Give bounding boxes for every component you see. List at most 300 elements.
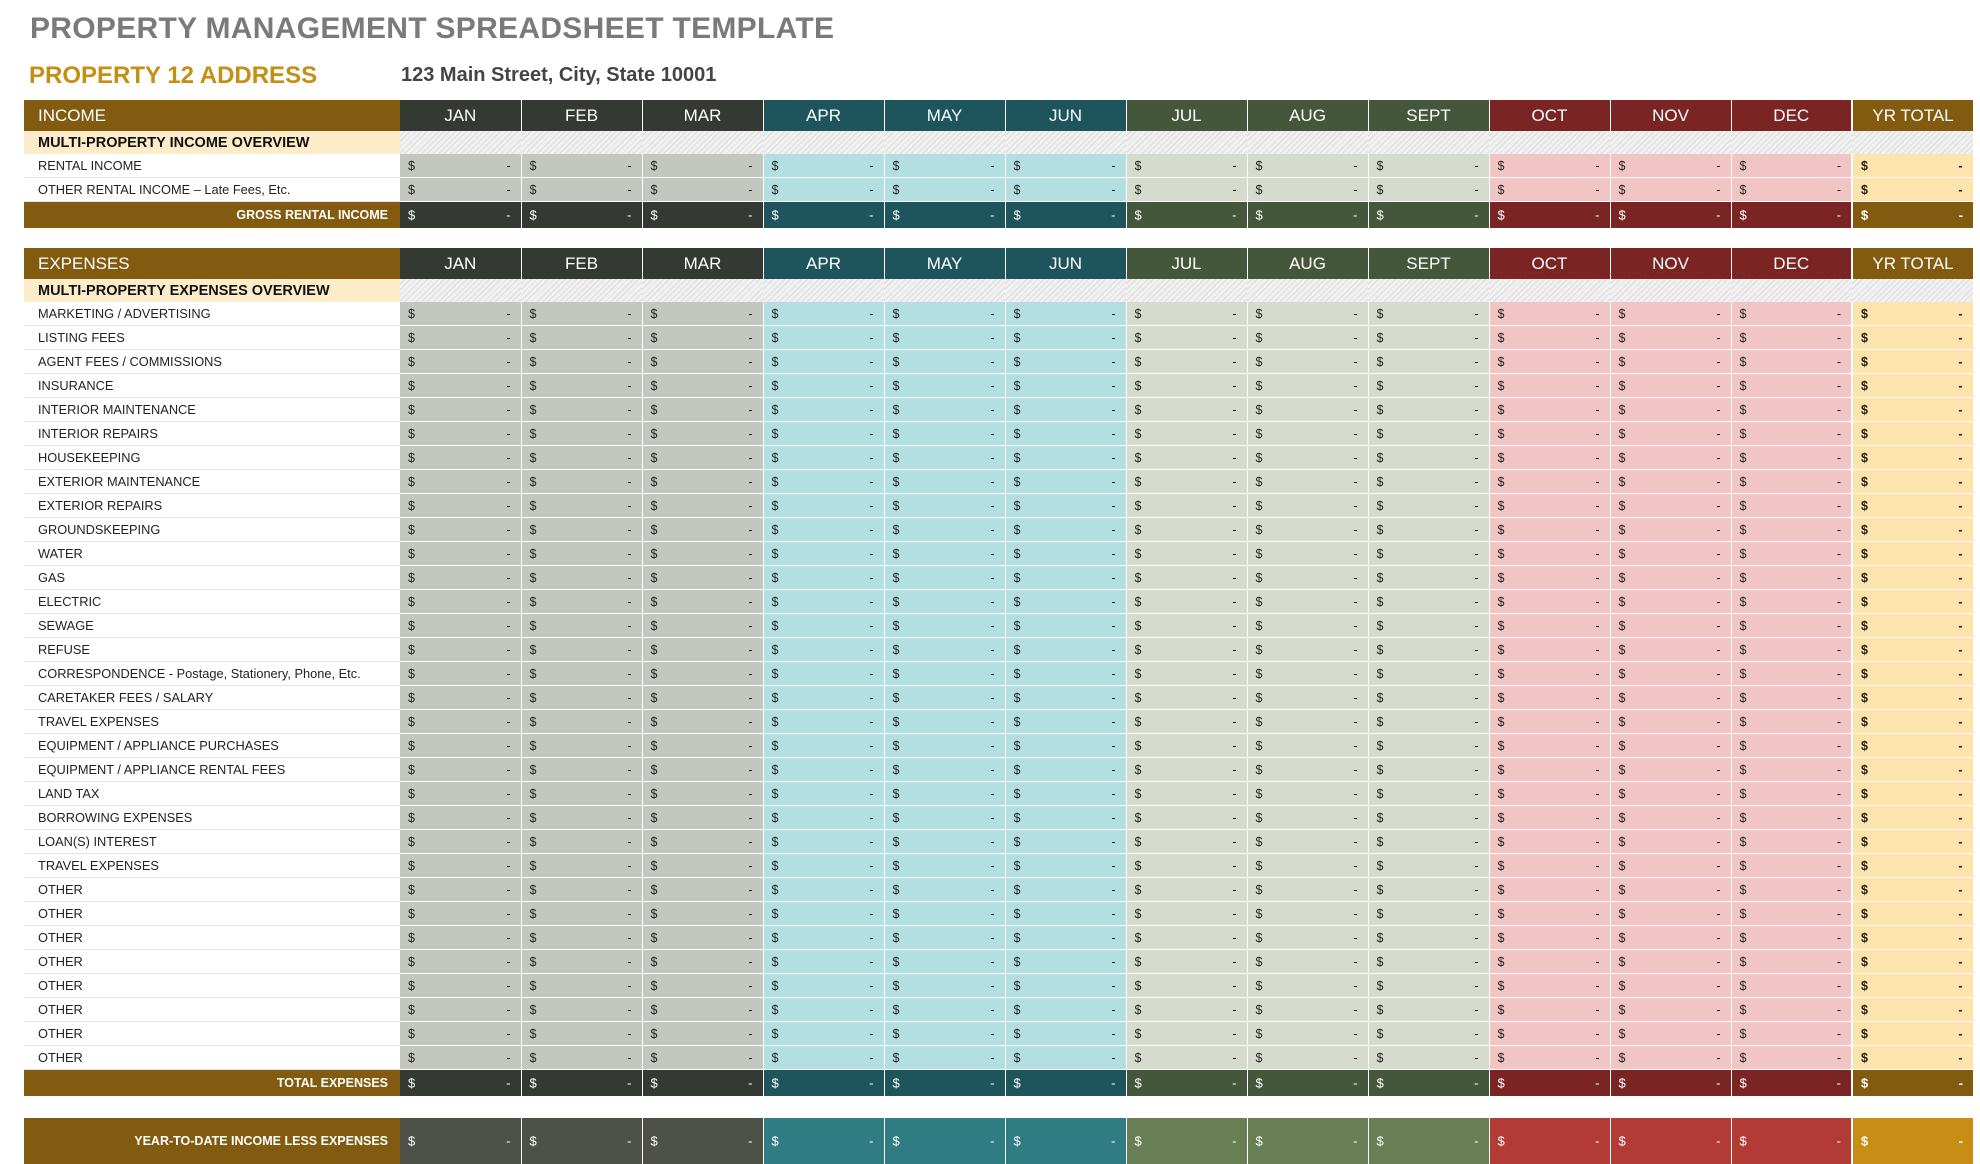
row-label[interactable]: OTHER RENTAL INCOME – Late Fees, Etc. [24,178,400,202]
month-value-cell[interactable] [1489,710,1610,734]
month-value-cell[interactable] [1247,878,1368,902]
month-value-cell[interactable] [1005,542,1126,566]
month-value-cell[interactable] [884,446,1005,470]
month-value-cell[interactable] [1005,518,1126,542]
month-value-cell[interactable] [1126,998,1247,1022]
month-value-cell[interactable] [1610,974,1731,998]
month-value-cell[interactable] [1126,878,1247,902]
row-label[interactable]: OTHER [24,1046,400,1070]
month-value-cell[interactable] [1247,494,1368,518]
month-value-cell[interactable] [1368,326,1489,350]
month-value-cell[interactable] [400,854,521,878]
month-value-cell[interactable] [521,950,642,974]
month-value-cell[interactable] [642,178,763,202]
month-value-cell[interactable] [1005,854,1126,878]
month-value-cell[interactable] [1005,614,1126,638]
month-value-cell[interactable] [1368,662,1489,686]
month-value-cell[interactable] [1247,326,1368,350]
month-value-cell[interactable] [763,998,884,1022]
row-label[interactable]: TRAVEL EXPENSES [24,710,400,734]
month-value-cell[interactable] [1126,662,1247,686]
month-value-cell[interactable] [1126,950,1247,974]
month-value-cell[interactable] [763,734,884,758]
month-value-cell[interactable] [642,926,763,950]
month-value-cell[interactable] [884,178,1005,202]
month-value-cell[interactable] [642,998,763,1022]
month-value-cell[interactable] [1368,422,1489,446]
month-value-cell[interactable] [1731,542,1852,566]
month-value-cell[interactable] [763,1022,884,1046]
month-value-cell[interactable] [1368,494,1489,518]
month-value-cell[interactable] [763,590,884,614]
row-label[interactable]: BORROWING EXPENSES [24,806,400,830]
month-value-cell[interactable] [1368,470,1489,494]
month-value-cell[interactable] [1368,446,1489,470]
month-value-cell[interactable] [642,350,763,374]
month-value-cell[interactable] [763,878,884,902]
month-value-cell[interactable] [1610,518,1731,542]
month-value-cell[interactable] [1247,1022,1368,1046]
row-label[interactable]: SEWAGE [24,614,400,638]
month-value-cell[interactable] [1247,638,1368,662]
month-value-cell[interactable] [763,494,884,518]
month-value-cell[interactable] [1005,302,1126,326]
month-value-cell[interactable] [400,710,521,734]
month-value-cell[interactable] [1005,1022,1126,1046]
month-value-cell[interactable] [1247,542,1368,566]
month-value-cell[interactable] [763,782,884,806]
month-value-cell[interactable] [884,422,1005,446]
month-value-cell[interactable] [884,878,1005,902]
month-value-cell[interactable] [1610,494,1731,518]
month-value-cell[interactable] [642,806,763,830]
month-value-cell[interactable] [1368,974,1489,998]
row-label[interactable]: HOUSEKEEPING [24,446,400,470]
month-value-cell[interactable] [642,302,763,326]
month-value-cell[interactable] [1005,446,1126,470]
row-label[interactable]: AGENT FEES / COMMISSIONS [24,350,400,374]
month-value-cell[interactable] [763,950,884,974]
month-value-cell[interactable] [763,926,884,950]
month-value-cell[interactable] [1247,350,1368,374]
month-value-cell[interactable] [1005,782,1126,806]
month-value-cell[interactable] [1126,758,1247,782]
month-value-cell[interactable] [1368,806,1489,830]
month-value-cell[interactable] [1005,950,1126,974]
month-value-cell[interactable] [521,154,642,178]
month-value-cell[interactable] [400,758,521,782]
month-value-cell[interactable] [521,974,642,998]
month-value-cell[interactable] [642,1022,763,1046]
row-label[interactable]: CORRESPONDENCE - Postage, Stationery, Phone, Etc. [24,662,400,686]
row-label[interactable]: ELECTRIC [24,590,400,614]
month-value-cell[interactable] [884,662,1005,686]
month-value-cell[interactable] [642,830,763,854]
month-value-cell[interactable] [884,782,1005,806]
month-value-cell[interactable] [521,782,642,806]
month-value-cell[interactable] [1731,374,1852,398]
month-value-cell[interactable] [642,710,763,734]
month-value-cell[interactable] [1368,566,1489,590]
month-value-cell[interactable] [1368,902,1489,926]
month-value-cell[interactable] [400,638,521,662]
month-value-cell[interactable] [884,154,1005,178]
month-value-cell[interactable] [1731,590,1852,614]
month-value-cell[interactable] [521,350,642,374]
month-value-cell[interactable] [1731,662,1852,686]
month-value-cell[interactable] [1731,1022,1852,1046]
month-value-cell[interactable] [884,902,1005,926]
month-value-cell[interactable] [642,734,763,758]
month-value-cell[interactable] [1368,518,1489,542]
month-value-cell[interactable] [884,590,1005,614]
month-value-cell[interactable] [521,662,642,686]
month-value-cell[interactable] [1247,590,1368,614]
month-value-cell[interactable] [521,830,642,854]
month-value-cell[interactable] [1005,422,1126,446]
month-value-cell[interactable] [1731,614,1852,638]
row-label[interactable]: MARKETING / ADVERTISING [24,302,400,326]
month-value-cell[interactable] [1126,710,1247,734]
month-value-cell[interactable] [763,178,884,202]
month-value-cell[interactable] [1126,566,1247,590]
month-value-cell[interactable] [1610,686,1731,710]
row-label[interactable]: EXTERIOR REPAIRS [24,494,400,518]
month-value-cell[interactable] [1610,734,1731,758]
month-value-cell[interactable] [642,566,763,590]
month-value-cell[interactable] [1731,566,1852,590]
month-value-cell[interactable] [1126,638,1247,662]
month-value-cell[interactable] [1489,830,1610,854]
month-value-cell[interactable] [642,614,763,638]
month-value-cell[interactable] [1610,374,1731,398]
month-value-cell[interactable] [400,782,521,806]
month-value-cell[interactable] [1247,518,1368,542]
month-value-cell[interactable] [521,758,642,782]
month-value-cell[interactable] [400,830,521,854]
month-value-cell[interactable] [1489,734,1610,758]
month-value-cell[interactable] [642,446,763,470]
month-value-cell[interactable] [400,326,521,350]
month-value-cell[interactable] [1368,734,1489,758]
month-value-cell[interactable] [884,926,1005,950]
month-value-cell[interactable] [400,1022,521,1046]
month-value-cell[interactable] [1489,758,1610,782]
month-value-cell[interactable] [1610,178,1731,202]
month-value-cell[interactable] [1247,854,1368,878]
month-value-cell[interactable] [400,470,521,494]
month-value-cell[interactable] [1005,350,1126,374]
month-value-cell[interactable] [1368,154,1489,178]
month-value-cell[interactable] [1489,350,1610,374]
month-value-cell[interactable] [1610,782,1731,806]
month-value-cell[interactable] [1368,374,1489,398]
month-value-cell[interactable] [1489,302,1610,326]
month-value-cell[interactable] [1489,902,1610,926]
month-value-cell[interactable] [884,398,1005,422]
month-value-cell[interactable] [1610,614,1731,638]
month-value-cell[interactable] [1126,446,1247,470]
month-value-cell[interactable] [1610,566,1731,590]
month-value-cell[interactable] [400,662,521,686]
month-value-cell[interactable] [1610,830,1731,854]
month-value-cell[interactable] [400,974,521,998]
month-value-cell[interactable] [884,470,1005,494]
month-value-cell[interactable] [763,518,884,542]
month-value-cell[interactable] [1005,686,1126,710]
month-value-cell[interactable] [1005,398,1126,422]
row-label[interactable]: OTHER [24,926,400,950]
month-value-cell[interactable] [642,878,763,902]
month-value-cell[interactable] [1731,302,1852,326]
month-value-cell[interactable] [642,154,763,178]
month-value-cell[interactable] [1247,734,1368,758]
month-value-cell[interactable] [1247,614,1368,638]
row-label[interactable]: OTHER [24,974,400,998]
month-value-cell[interactable] [1731,806,1852,830]
month-value-cell[interactable] [884,542,1005,566]
month-value-cell[interactable] [1247,422,1368,446]
month-value-cell[interactable] [1368,854,1489,878]
month-value-cell[interactable] [1731,878,1852,902]
month-value-cell[interactable] [763,154,884,178]
property-address-value[interactable]: 123 Main Street, City, State 10001 [401,64,717,86]
month-value-cell[interactable] [1489,422,1610,446]
month-value-cell[interactable] [763,374,884,398]
month-value-cell[interactable] [1731,398,1852,422]
month-value-cell[interactable] [1731,902,1852,926]
month-value-cell[interactable] [1731,854,1852,878]
month-value-cell[interactable] [1731,734,1852,758]
month-value-cell[interactable] [1610,998,1731,1022]
month-value-cell[interactable] [521,422,642,446]
month-value-cell[interactable] [1247,398,1368,422]
month-value-cell[interactable] [1247,154,1368,178]
month-value-cell[interactable] [763,686,884,710]
month-value-cell[interactable] [1610,398,1731,422]
month-value-cell[interactable] [400,518,521,542]
month-value-cell[interactable] [884,710,1005,734]
month-value-cell[interactable] [1731,446,1852,470]
month-value-cell[interactable] [884,1022,1005,1046]
month-value-cell[interactable] [642,494,763,518]
month-value-cell[interactable] [400,1046,521,1070]
month-value-cell[interactable] [1126,350,1247,374]
month-value-cell[interactable] [400,494,521,518]
month-value-cell[interactable] [1489,1022,1610,1046]
month-value-cell[interactable] [1126,1022,1247,1046]
month-value-cell[interactable] [1368,782,1489,806]
month-value-cell[interactable] [1247,950,1368,974]
month-value-cell[interactable] [1610,422,1731,446]
month-value-cell[interactable] [1005,830,1126,854]
month-value-cell[interactable] [763,326,884,350]
month-value-cell[interactable] [1731,494,1852,518]
month-value-cell[interactable] [1005,926,1126,950]
month-value-cell[interactable] [642,638,763,662]
month-value-cell[interactable] [1731,998,1852,1022]
month-value-cell[interactable] [1610,758,1731,782]
month-value-cell[interactable] [1005,178,1126,202]
month-value-cell[interactable] [1368,830,1489,854]
month-value-cell[interactable] [1610,950,1731,974]
month-value-cell[interactable] [1368,178,1489,202]
month-value-cell[interactable] [1489,542,1610,566]
month-value-cell[interactable] [1489,178,1610,202]
month-value-cell[interactable] [1489,470,1610,494]
month-value-cell[interactable] [1368,398,1489,422]
month-value-cell[interactable] [1368,638,1489,662]
month-value-cell[interactable] [1489,974,1610,998]
month-value-cell[interactable] [1731,758,1852,782]
month-value-cell[interactable] [1368,950,1489,974]
month-value-cell[interactable] [1247,178,1368,202]
month-value-cell[interactable] [1731,686,1852,710]
month-value-cell[interactable] [642,326,763,350]
row-label[interactable]: TRAVEL EXPENSES [24,854,400,878]
row-label[interactable]: RENTAL INCOME [24,154,400,178]
month-value-cell[interactable] [1247,302,1368,326]
month-value-cell[interactable] [884,998,1005,1022]
month-value-cell[interactable] [1126,302,1247,326]
month-value-cell[interactable] [1368,614,1489,638]
month-value-cell[interactable] [400,806,521,830]
month-value-cell[interactable] [763,662,884,686]
month-value-cell[interactable] [1489,398,1610,422]
month-value-cell[interactable] [763,614,884,638]
month-value-cell[interactable] [763,758,884,782]
month-value-cell[interactable] [1489,926,1610,950]
month-value-cell[interactable] [521,710,642,734]
month-value-cell[interactable] [1247,926,1368,950]
month-value-cell[interactable] [1126,902,1247,926]
month-value-cell[interactable] [1489,1046,1610,1070]
month-value-cell[interactable] [1489,154,1610,178]
month-value-cell[interactable] [521,806,642,830]
month-value-cell[interactable] [1005,494,1126,518]
row-label[interactable]: GROUNDSKEEPING [24,518,400,542]
month-value-cell[interactable] [1126,590,1247,614]
month-value-cell[interactable] [1489,638,1610,662]
month-value-cell[interactable] [1489,566,1610,590]
month-value-cell[interactable] [1610,154,1731,178]
month-value-cell[interactable] [1247,758,1368,782]
month-value-cell[interactable] [884,854,1005,878]
month-value-cell[interactable] [521,518,642,542]
month-value-cell[interactable] [1368,1046,1489,1070]
month-value-cell[interactable] [884,518,1005,542]
month-value-cell[interactable] [763,1046,884,1070]
month-value-cell[interactable] [1247,902,1368,926]
month-value-cell[interactable] [763,398,884,422]
month-value-cell[interactable] [400,998,521,1022]
month-value-cell[interactable] [642,974,763,998]
month-value-cell[interactable] [1126,686,1247,710]
month-value-cell[interactable] [1489,614,1610,638]
month-value-cell[interactable] [642,854,763,878]
month-value-cell[interactable] [400,566,521,590]
month-value-cell[interactable] [1489,854,1610,878]
month-value-cell[interactable] [884,302,1005,326]
month-value-cell[interactable] [884,1046,1005,1070]
month-value-cell[interactable] [1126,806,1247,830]
month-value-cell[interactable] [1610,326,1731,350]
month-value-cell[interactable] [521,302,642,326]
month-value-cell[interactable] [1126,326,1247,350]
month-value-cell[interactable] [1126,398,1247,422]
month-value-cell[interactable] [763,830,884,854]
month-value-cell[interactable] [1126,494,1247,518]
month-value-cell[interactable] [1005,638,1126,662]
month-value-cell[interactable] [1126,542,1247,566]
month-value-cell[interactable] [400,542,521,566]
row-label[interactable]: INTERIOR MAINTENANCE [24,398,400,422]
month-value-cell[interactable] [763,542,884,566]
month-value-cell[interactable] [1368,542,1489,566]
month-value-cell[interactable] [521,926,642,950]
row-label[interactable]: OTHER [24,902,400,926]
month-value-cell[interactable] [1610,446,1731,470]
month-value-cell[interactable] [1731,710,1852,734]
month-value-cell[interactable] [1368,998,1489,1022]
month-value-cell[interactable] [884,686,1005,710]
row-label[interactable]: GAS [24,566,400,590]
row-label[interactable]: OTHER [24,950,400,974]
month-value-cell[interactable] [1368,686,1489,710]
row-label[interactable]: EXTERIOR MAINTENANCE [24,470,400,494]
row-label[interactable]: EQUIPMENT / APPLIANCE RENTAL FEES [24,758,400,782]
month-value-cell[interactable] [1368,926,1489,950]
month-value-cell[interactable] [642,542,763,566]
month-value-cell[interactable] [642,422,763,446]
month-value-cell[interactable] [1005,662,1126,686]
month-value-cell[interactable] [1005,878,1126,902]
month-value-cell[interactable] [1005,566,1126,590]
month-value-cell[interactable] [400,350,521,374]
month-value-cell[interactable] [642,398,763,422]
month-value-cell[interactable] [1610,470,1731,494]
month-value-cell[interactable] [521,878,642,902]
month-value-cell[interactable] [1731,154,1852,178]
month-value-cell[interactable] [521,470,642,494]
month-value-cell[interactable] [763,566,884,590]
month-value-cell[interactable] [521,902,642,926]
month-value-cell[interactable] [884,566,1005,590]
month-value-cell[interactable] [642,902,763,926]
month-value-cell[interactable] [763,638,884,662]
month-value-cell[interactable] [884,758,1005,782]
month-value-cell[interactable] [884,830,1005,854]
month-value-cell[interactable] [400,398,521,422]
month-value-cell[interactable] [642,518,763,542]
month-value-cell[interactable] [1610,638,1731,662]
month-value-cell[interactable] [1247,974,1368,998]
month-value-cell[interactable] [763,422,884,446]
month-value-cell[interactable] [1126,178,1247,202]
month-value-cell[interactable] [1489,686,1610,710]
month-value-cell[interactable] [763,350,884,374]
month-value-cell[interactable] [1489,374,1610,398]
month-value-cell[interactable] [1610,350,1731,374]
month-value-cell[interactable] [1489,446,1610,470]
month-value-cell[interactable] [1126,374,1247,398]
month-value-cell[interactable] [521,1046,642,1070]
month-value-cell[interactable] [1368,590,1489,614]
month-value-cell[interactable] [1247,470,1368,494]
month-value-cell[interactable] [400,926,521,950]
month-value-cell[interactable] [400,902,521,926]
month-value-cell[interactable] [884,494,1005,518]
